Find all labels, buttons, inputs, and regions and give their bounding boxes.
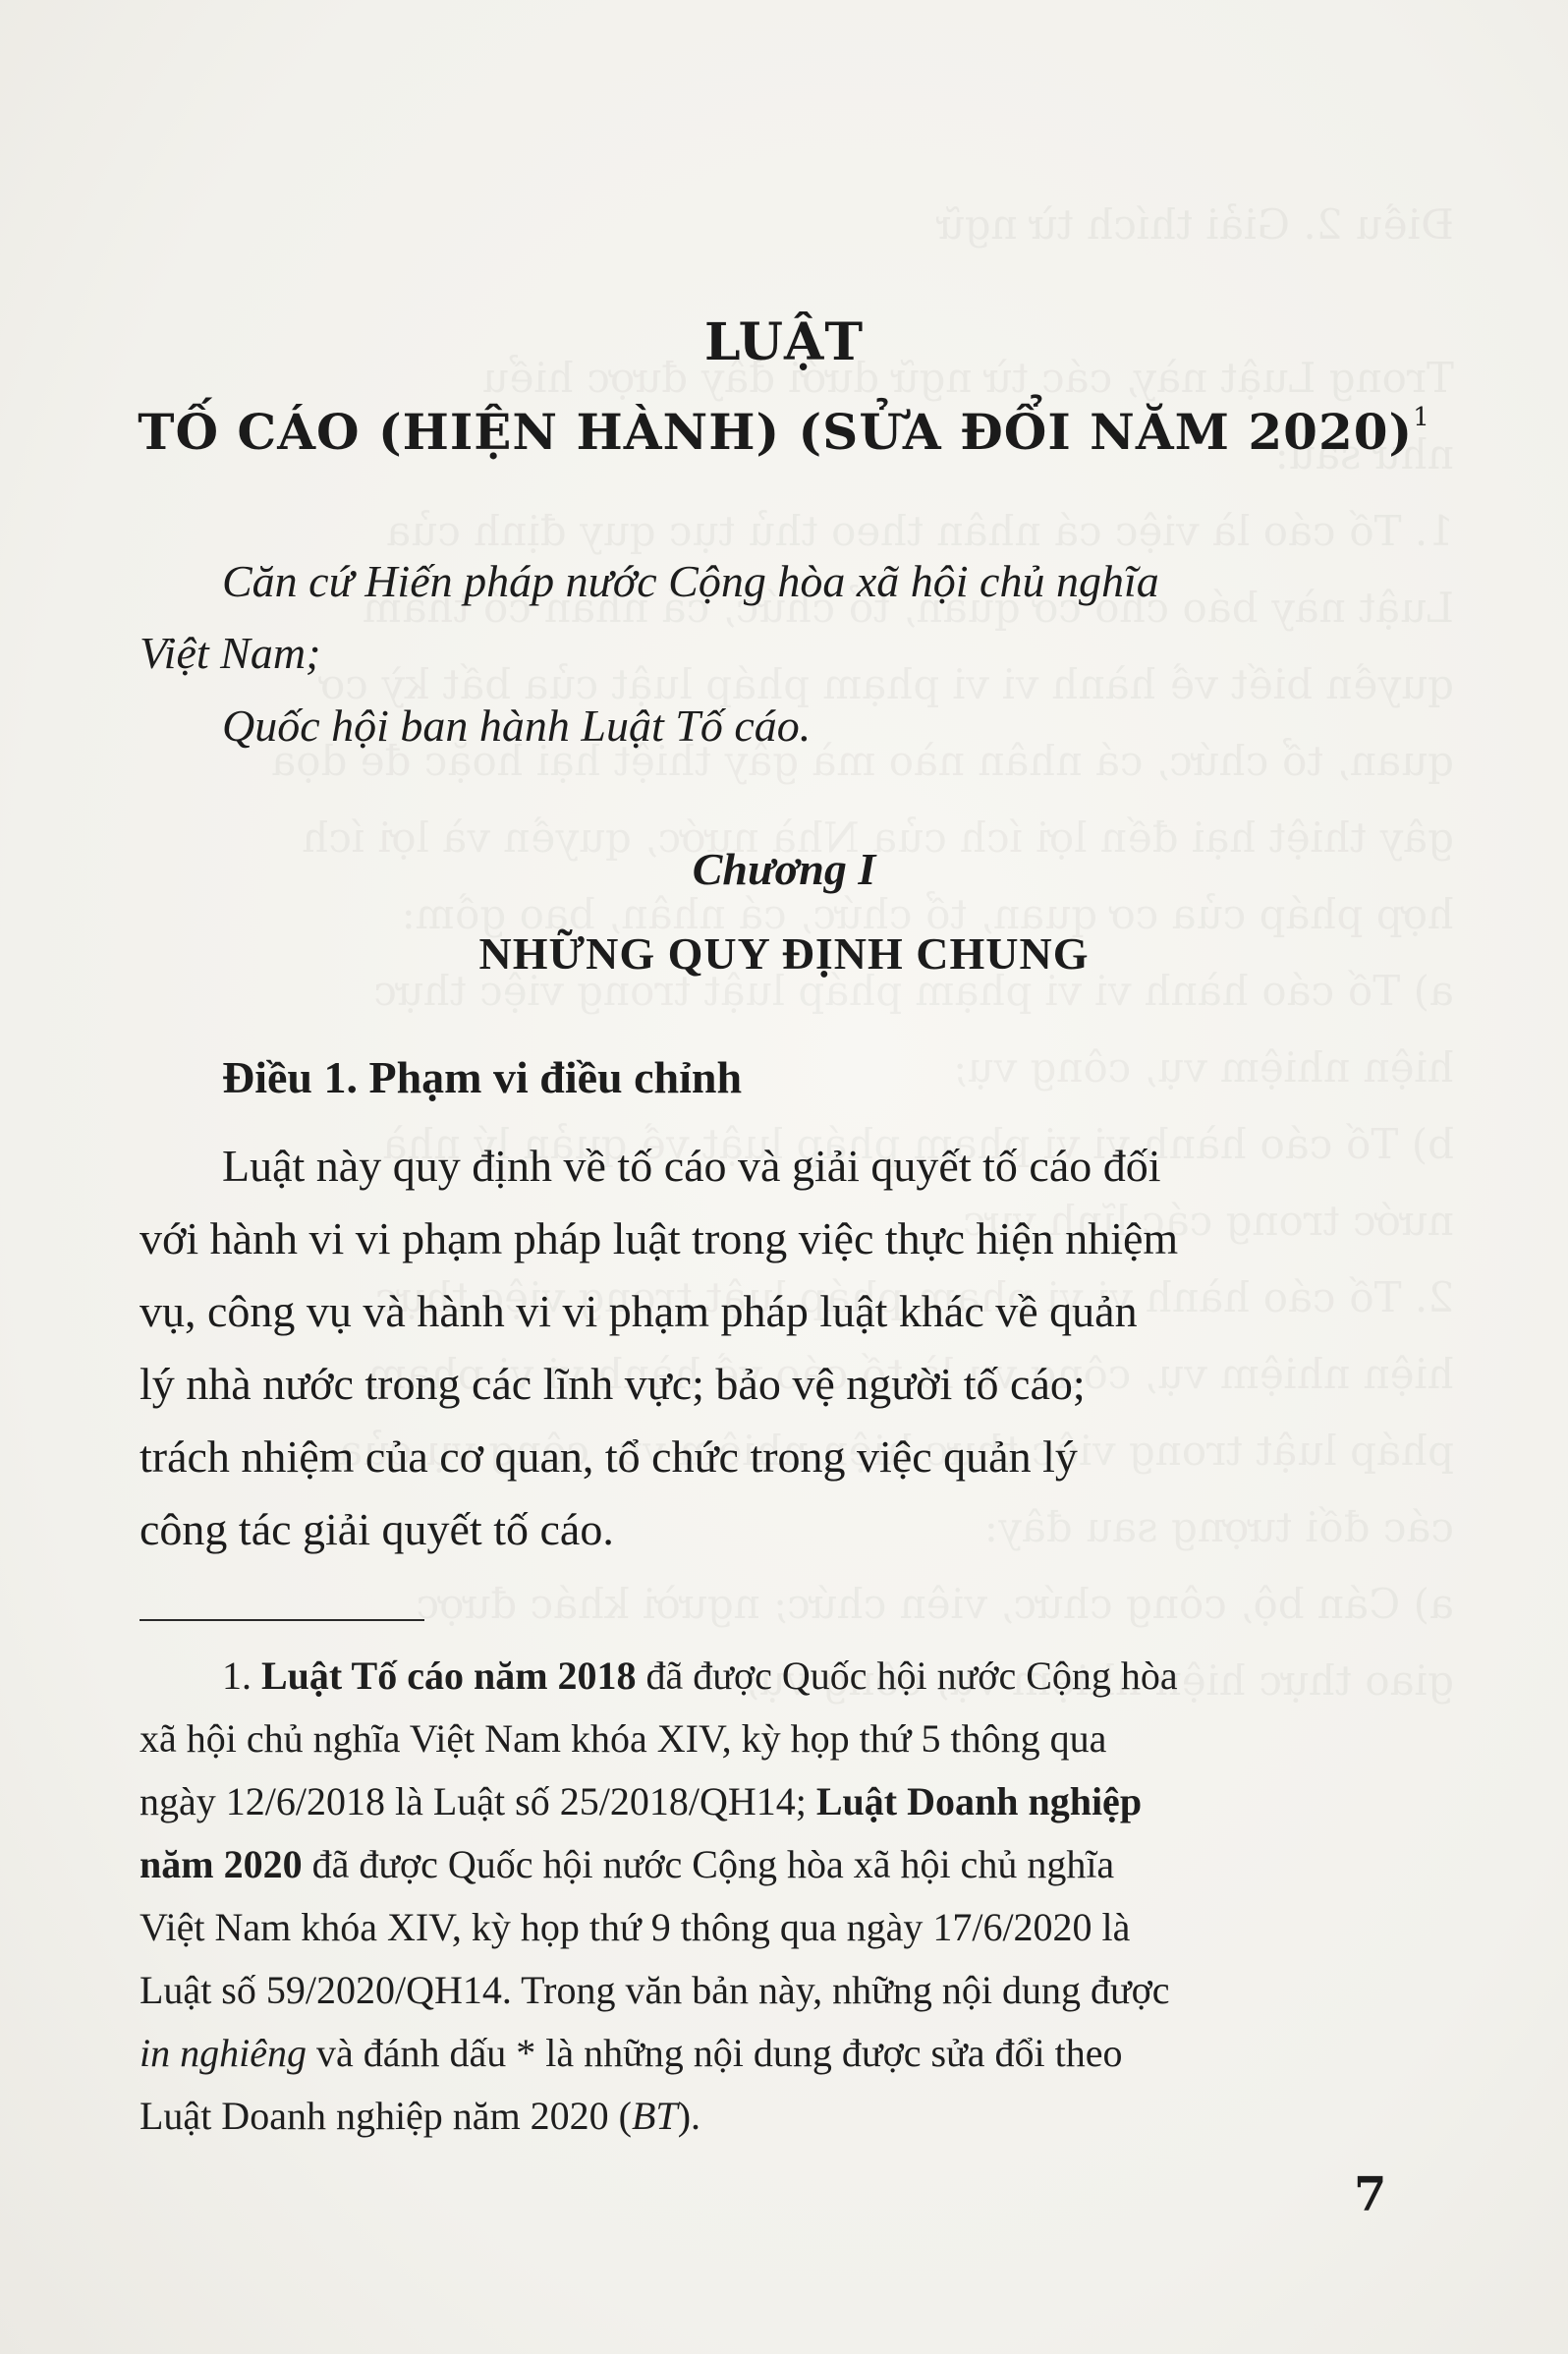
footnote-text: Luật Doanh nghiệp năm 2020 ( — [140, 2094, 632, 2138]
footnote-bold-term: năm 2020 — [140, 1842, 303, 1886]
article-line: trách nhiệm của cơ quan, tổ chức trong việc quản lý — [140, 1431, 1078, 1482]
footnote-text: và đánh dấu * là những nội dung được sửa đổi theo — [306, 2031, 1123, 2075]
article-line: công tác giải quyết tố cáo. — [140, 1504, 614, 1554]
footnote-text: ngày 12/6/2018 là Luật số 25/2018/QH14; — [140, 1779, 816, 1823]
footnote-line — [140, 2093, 700, 2139]
preamble-line: Việt Nam; — [140, 628, 321, 678]
footnote-line: xã hội chủ nghĩa Việt Nam khóa XIV, kỳ họp thứ 5 thông qua — [140, 1716, 1107, 1761]
footnote-text: đã được Quốc hội nước Cộng hòa xã hội chủ nghĩa — [302, 1842, 1115, 1886]
footnote-bold-term: Luật Tố cáo năm 2018 — [261, 1653, 637, 1698]
article-line: vụ, công vụ và hành vi vi phạm pháp luật khác về quản — [140, 1286, 1138, 1336]
footnote-line — [140, 1778, 1142, 1824]
law-subtitle-text: TỐ CÁO (HIỆN HÀNH) (SỬA ĐỔI NĂM 2020) — [138, 403, 1414, 461]
footnote-line: Luật số 59/2020/QH14. Trong văn bản này, những nội dung được — [140, 1968, 1170, 2012]
footnote-text: ). — [677, 2094, 701, 2138]
preamble-line: Căn cứ Hiến pháp nước Cộng hòa xã hội chủ nghĩa — [222, 556, 1159, 606]
article-line: với hành vi vi phạm pháp luật trong việc thực hiện nhiệm — [140, 1213, 1179, 1263]
bleed-through-text — [177, 187, 1454, 2053]
footnote-line — [140, 2030, 1122, 2076]
footnote-line — [140, 1841, 1114, 1887]
footnote-text: đã được Quốc hội nước Cộng hòa — [636, 1653, 1178, 1698]
footnote-italic-term: BT — [632, 2094, 678, 2138]
law-title: LUẬT — [703, 312, 865, 372]
chapter-number: Chương I — [692, 844, 876, 894]
law-subtitle — [0, 403, 1568, 461]
article-heading: Điều 1. Phạm vi điều chỉnh — [222, 1052, 743, 1102]
footnote-divider — [140, 1619, 424, 1621]
footnote-bold-term: Luật Doanh nghiệp — [815, 1779, 1143, 1823]
article-line: lý nhà nước trong các lĩnh vực; bảo vệ người tố cáo; — [140, 1359, 1086, 1409]
chapter-title: NHỮNG QUY ĐỊNH CHUNG — [478, 928, 1090, 979]
article-line: Luật này quy định về tố cáo và giải quyết tố cáo đối — [222, 1141, 1161, 1191]
footnote-marker: 1 — [1413, 403, 1430, 432]
footnote-italic-term: in nghiêng — [140, 2031, 307, 2075]
footnote-line — [222, 1653, 1178, 1699]
footnote-number: 1. — [222, 1653, 261, 1698]
footnote-line: Việt Nam khóa XIV, kỳ họp thứ 9 thông qua ngày 17/6/2020 là — [140, 1905, 1131, 1949]
preamble-enactment: Quốc hội ban hành Luật Tố cáo. — [222, 701, 812, 751]
page-number: 7 — [1354, 2167, 1387, 2222]
